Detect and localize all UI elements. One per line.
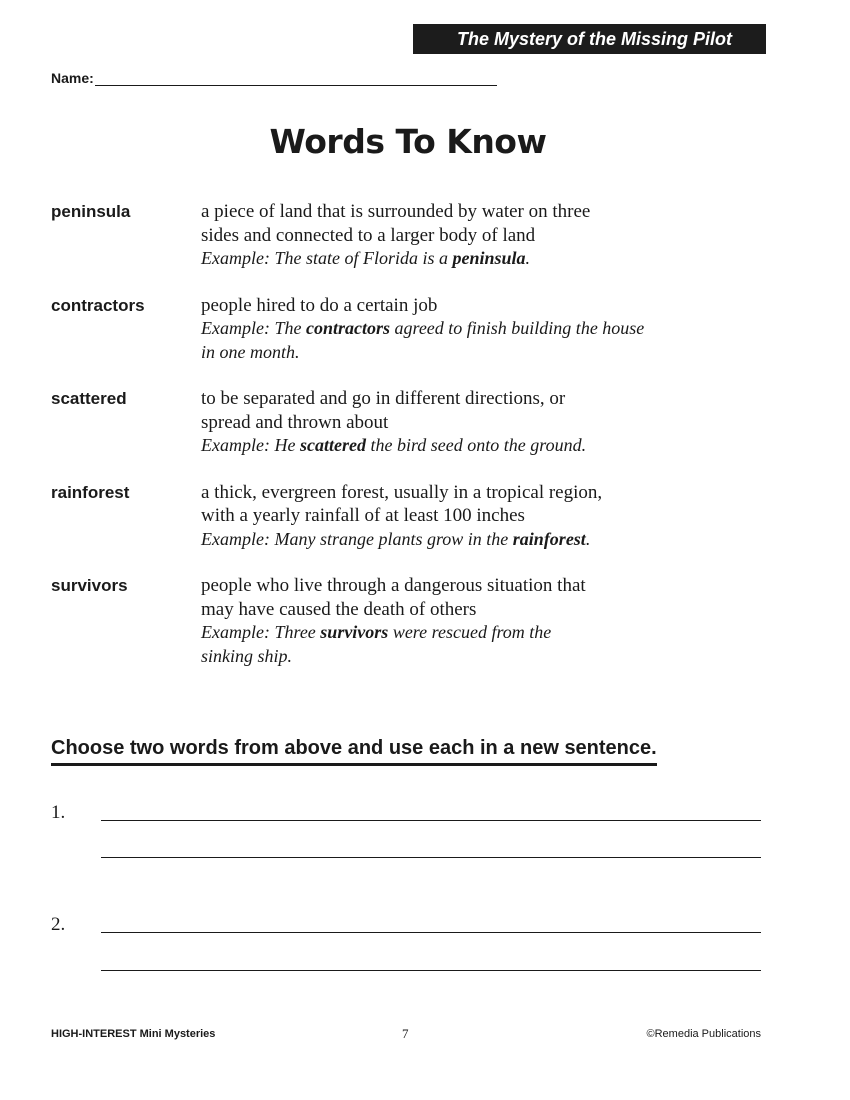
example-keyword: survivors <box>320 622 389 642</box>
footer-copyright: ©Remedia Publications <box>646 1028 761 1040</box>
vocab-term: contractors <box>51 295 145 315</box>
vocab-example-line <box>201 621 771 645</box>
vocab-term: scattered <box>51 389 127 408</box>
vocab-definition-line: to be separated and go in different directions, or <box>201 388 566 409</box>
answer-line[interactable] <box>101 970 761 971</box>
example-text: Example: The <box>201 318 306 338</box>
vocab-definition-line: a thick, evergreen forest, usually in a tropical region, <box>201 481 603 503</box>
answer-line[interactable] <box>101 857 761 858</box>
example-text: were rescued from the <box>388 622 552 642</box>
example-keyword: peninsula <box>452 248 526 268</box>
banner-title: The Mystery of the Missing Pilot <box>457 29 733 49</box>
vocab-definition-line: a piece of land that is surrounded by water on three <box>201 201 591 222</box>
vocab-term: survivors <box>51 576 128 595</box>
page-footer <box>51 1026 761 1042</box>
example-text: the bird seed onto the ground. <box>365 435 587 455</box>
example-text: agreed to finish building the house <box>389 318 645 338</box>
example-text: . <box>585 528 591 549</box>
vocab-example-line <box>201 317 771 341</box>
vocab-example-line <box>201 434 771 458</box>
header-banner <box>413 24 766 54</box>
page-title: Words To Know <box>269 122 547 161</box>
example-text: Example: He <box>201 435 300 455</box>
vocab-entry <box>51 481 771 552</box>
vocab-definition-line: with a yearly rainfall of at least 100 inches <box>201 505 525 526</box>
vocabulary-list <box>51 200 771 691</box>
item-number-2: 2. <box>51 914 66 935</box>
name-label: Name: <box>51 70 94 86</box>
vocab-entry <box>51 387 771 458</box>
answer-line[interactable] <box>101 820 761 821</box>
vocab-definition-line: sides and connected to a larger body of land <box>201 224 536 246</box>
vocab-definition-line: people hired to do a certain job <box>201 294 438 316</box>
example-text: Example: Many strange plants grow in the <box>201 528 513 549</box>
vocab-term: rainforest <box>51 482 130 502</box>
vocab-term: peninsula <box>51 202 131 221</box>
item-number-1: 1. <box>51 802 66 823</box>
vocab-example-line <box>201 341 771 365</box>
example-keyword: rainforest <box>512 528 586 549</box>
example-text: Example: Three <box>201 622 321 642</box>
vocab-entry <box>51 200 771 271</box>
name-field[interactable] <box>51 66 497 86</box>
example-text: sinking ship. <box>201 645 293 666</box>
exercise-prompt: Choose two words from above and use each in a new sentence. <box>51 737 657 766</box>
vocab-example-line <box>201 645 771 669</box>
example-keyword: contractors <box>305 318 390 338</box>
example-text: . <box>525 248 531 268</box>
vocab-example-line <box>201 247 771 271</box>
vocab-definition-line: people who live through a dangerous situation that <box>201 575 586 596</box>
page-number: 7 <box>402 1026 409 1041</box>
name-blank-line[interactable] <box>95 69 497 86</box>
example-text: Example: The state of Florida is a <box>201 248 453 268</box>
footer-series-title: HIGH-INTEREST Mini Mysteries <box>51 1028 216 1040</box>
vocab-definition-line: spread and thrown about <box>201 411 389 433</box>
vocab-entry <box>51 574 771 668</box>
answer-line[interactable] <box>101 932 761 933</box>
example-keyword: scattered <box>299 435 366 455</box>
vocab-definition-line: may have caused the death of others <box>201 598 477 620</box>
vocab-entry <box>51 294 771 365</box>
vocab-example-line <box>201 528 771 552</box>
example-text: in one month. <box>201 341 300 362</box>
